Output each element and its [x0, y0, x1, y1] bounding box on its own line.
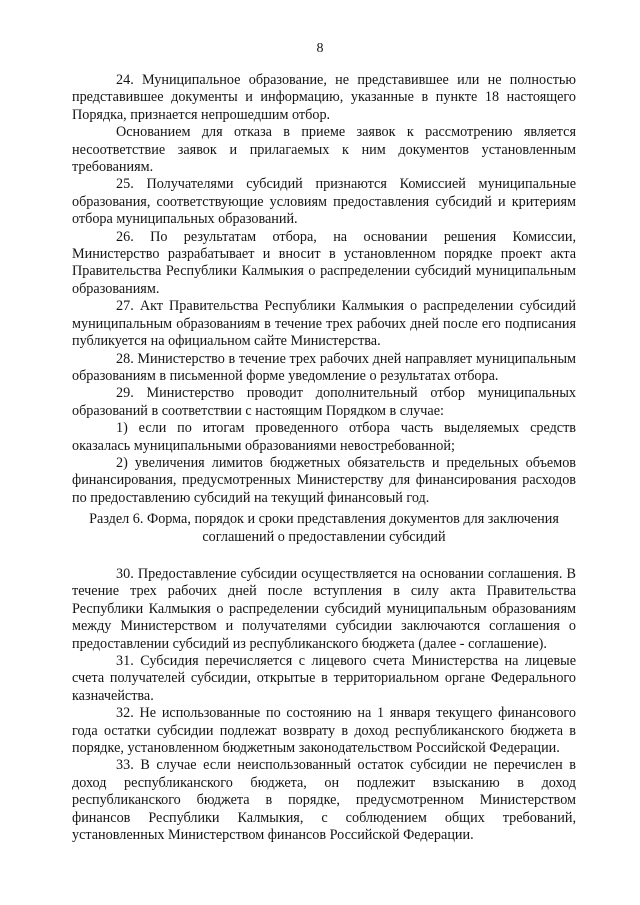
paragraph-27: 27. Акт Правительства Республики Калмыкия о распределении субсидий муниципальным образованиям в течение трех рабочих дней после его подписания публикуется на официальном сайте Министерства. — [72, 298, 576, 350]
paragraph-31: 31. Субсидия перечисляется с лицевого счета Министерства на лицевые счета получателей субсидии, открытые в территориальном органе Федерального казначейства. — [72, 653, 576, 704]
bottom-text-block — [72, 566, 576, 845]
paragraph-32: 32. Не использованные по состоянию на 1 января текущего финансового года остатки субсидии подлежат возврату в доход республиканского бюджета в порядке, установленном бюджетным законодательством Российской Федерации. — [72, 705, 576, 757]
paragraph-26: 26. По результатам отбора, на основании решения Комиссии, Министерство разрабатывает и вносит в установленном порядке проект акта Правительства Республики Калмыкия о распределении субсидий муниципальным образованиям. — [72, 228, 576, 297]
paragraph-28: 28. Министерство в течение трех рабочих дней направляет муниципальным образованиям в письменной форме уведомление о результатах отбора. — [72, 350, 576, 384]
paragraph-30: 30. Предоставление субсидии осуществляется на основании соглашения. В течение трех рабочих дней после вступления в силу акта Правительства Республики Калмыкия о распределении субсидий муниципальным образованиям между Министерством и получателями субсидии заключаются соглашения о предоставлении субсидий из республиканского бюджета (далее - соглашение). — [72, 566, 576, 652]
paragraph-33: 33. В случае если неиспользованный остаток субсидии не перечислен в доход республиканского бюджета, он подлежит взысканию в доход республиканского бюджета в порядке, предусмотренном Министерством финансов Республики Калмыкия, с соблюдением общих требований, установленных Министерством финансов Российской Федерации. — [72, 757, 576, 844]
top-text-block — [72, 72, 576, 507]
paragraph-24-rejection: Основанием для отказа в приеме заявок к рассмотрению является несоответствие заявок и прилагаемых к ним документов установленным требованиям. — [72, 124, 576, 176]
page-number: 8 — [316, 41, 324, 56]
paragraph-24: 24. Муниципальное образование, не представившее или не полностью представившее документы и информацию, указанные в пункте 18 настоящего Порядка, признается непрошедшим отбор. — [72, 72, 576, 123]
section-heading: Раздел 6. Форма, порядок и сроки представления документов для заключения соглашений о предоставлении субсидий — [89, 511, 559, 545]
paragraph-29: 29. Министерство проводит дополнительный отбор муниципальных образований в соответствии с настоящим Порядком в случае: — [72, 385, 576, 419]
paragraph-25: 25. Получателями субсидий признаются Комиссией муниципальные образования, соответствующие условиям предоставления субсидий и критериям отбора муниципальных образований. — [72, 176, 576, 228]
paragraph-29-item-1: 1) если по итогам проведенного отбора часть выделяемых средств оказалась муниципальными образованиями невостребованной; — [72, 420, 576, 454]
paragraph-29-item-2: 2) увеличения лимитов бюджетных обязательств и предельных объемов финансирования, предусмотренных Министерству для финансирования расходов по предоставлению субсидий на текущий финансовый год. — [72, 454, 576, 506]
